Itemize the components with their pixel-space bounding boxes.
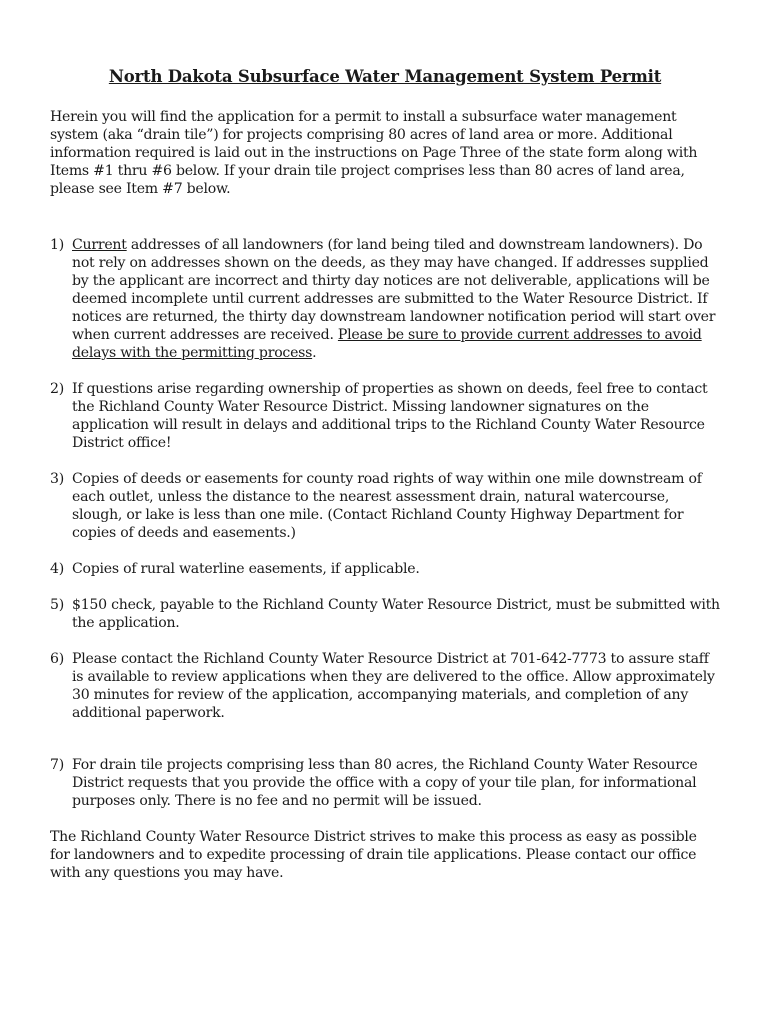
list-item-2: [50, 380, 720, 452]
item-tail-emphasis: Please be sure to provide current addresses to avoid delays with the permitting process: [72, 327, 702, 361]
item-text: Copies of rural waterline easements, if applicable.: [72, 561, 420, 577]
item-text: Please contact the Richland County Water Resource District at 701-642-7773 to assure staff is available to review applications when they are delivered to the office. Allow approximately 30 minutes for review of the application, accompanying materials, and completion of any additional paperwork.: [72, 651, 715, 721]
item-text: Copies of deeds or easements for county road rights of way within one mile downstream of each outlet, unless the distance to the nearest assessment drain, natural watercourse, slough, or lake is less than one mile. (Contact Richland County Highway Department for copies of deeds and easements.): [72, 471, 702, 541]
item-number: 6): [50, 651, 64, 667]
closing-paragraph: The Richland County Water Resource District strives to make this process as easy as possible for landowners and to expedite processing of drain tile applications. Please contact our office with any questions you may have.: [50, 829, 697, 881]
list-item-1: [50, 236, 720, 362]
item-body: addresses of all landowners (for land being tiled and downstream landowners). Do not rely on addresses shown on the deeds, as they may have changed. If addresses supplied by the applicant are incorrect and thirty day notices are not deliverable, applications will be deemed incomplete until current addresses are submitted to the Water Resource District. If notices are returned, the thirty day downstream landowner notification period will start over when current addresses are received.: [72, 237, 716, 343]
item-text: For drain tile projects comprising less than 80 acres, the Richland County Water Resource District requests that you provide the office with a copy of your tile plan, for informational purposes only. There is no fee and no permit will be issued.: [72, 757, 698, 809]
list-item-7: [50, 756, 720, 810]
item-number: 3): [50, 471, 64, 487]
item-number: 1): [50, 237, 64, 253]
list-item-3: [50, 470, 720, 542]
item-number: 7): [50, 757, 64, 773]
item-lead-emphasis: Current: [72, 237, 127, 253]
item-text: If questions arise regarding ownership of properties as shown on deeds, feel free to contact the Richland County Water Resource District. Missing landowner signatures on the application will result in delays and additional trips to the Richland County Water Resource District office!: [72, 381, 708, 451]
item-number: 4): [50, 561, 64, 577]
item-number: 2): [50, 381, 64, 397]
list-item-5: [50, 596, 720, 632]
item-tail-end: .: [312, 345, 317, 361]
item-number: 5): [50, 597, 64, 613]
intro-paragraph: Herein you will find the application for a permit to install a subsurface water management system (aka “drain tile”) for projects comprising 80 acres of land area or more. Additional information required is laid out in the instructions on Page Three of the state form along with Items #1 thru #6 below. If your drain tile project comprises less than 80 acres of land area, please see Item #7 below.: [50, 109, 698, 197]
list-item-6: [50, 650, 720, 722]
page-title: North Dakota Subsurface Water Management System Permit: [108, 67, 662, 86]
list-item-4: [50, 560, 720, 578]
item-text: $150 check, payable to the Richland County Water Resource District, must be submitted with the application.: [72, 597, 720, 631]
item-text: [72, 236, 720, 362]
